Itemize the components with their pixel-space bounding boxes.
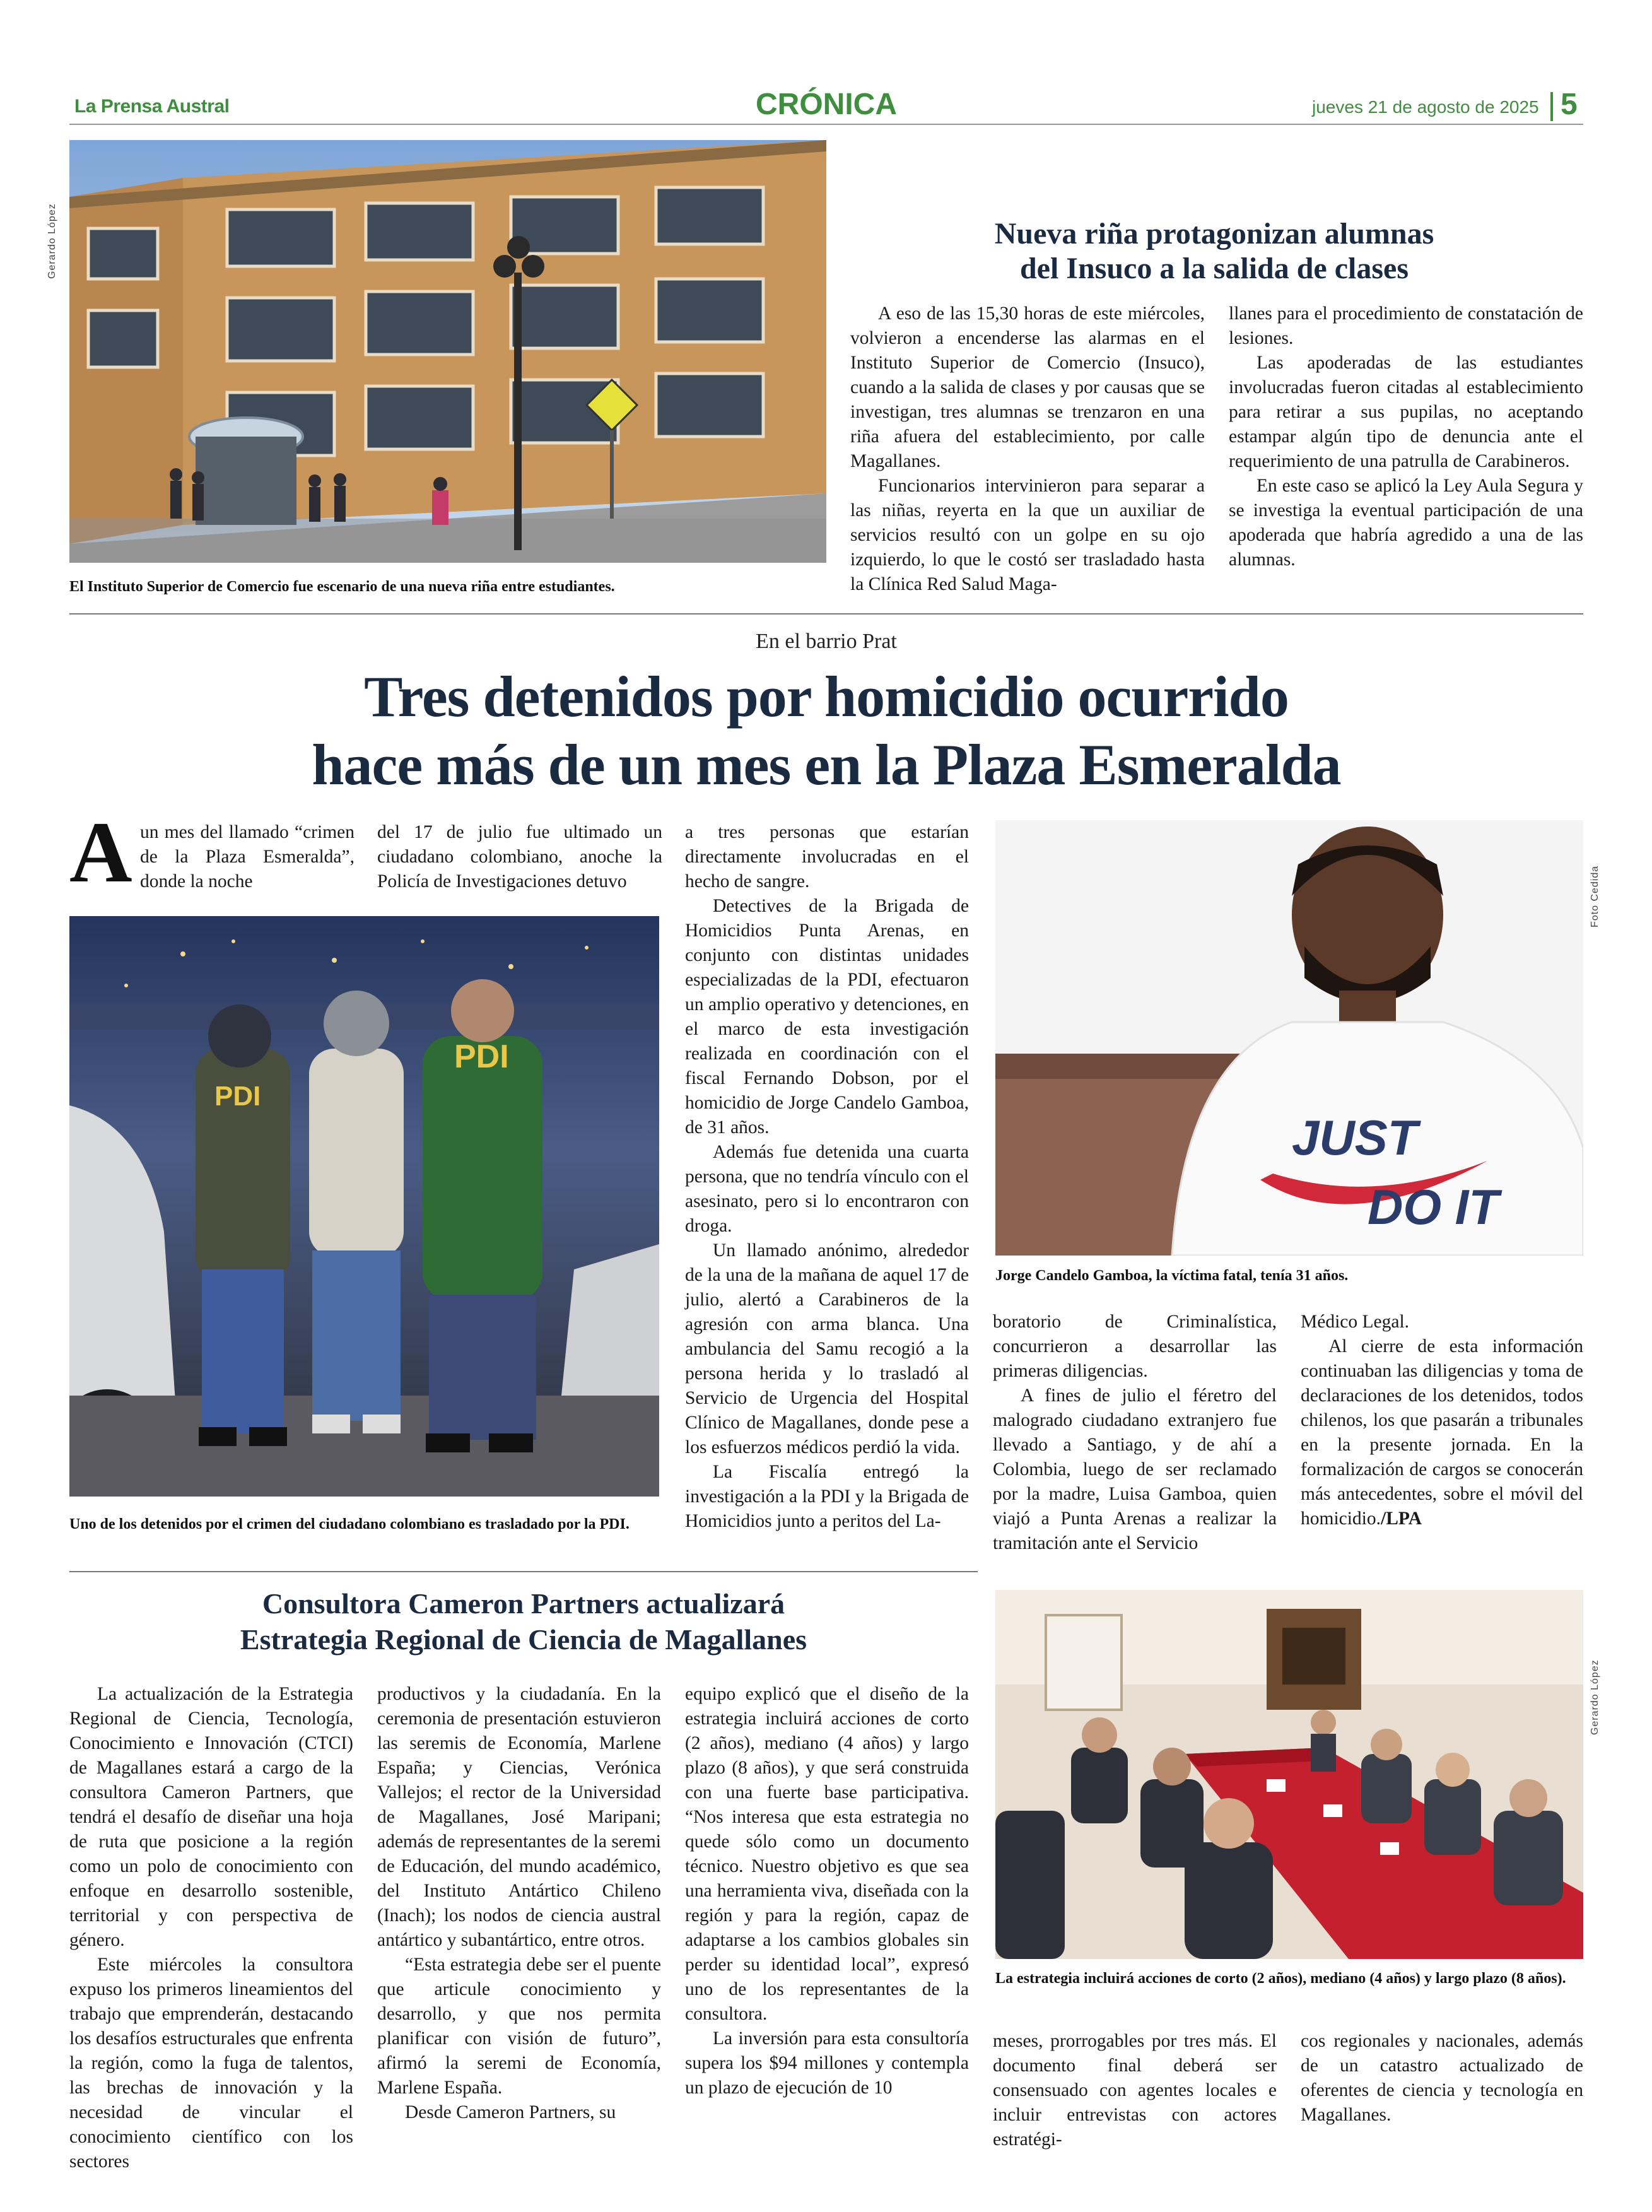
story3-paragraph: “Esta estrategia debe ser el puente que articule conocimiento y desarrollo, y que nos permita planificar con visión de futuro”, afirmó la seremi de Economía, Marlene España.	[377, 1955, 661, 2098]
section-title: CRÓNICA	[756, 88, 897, 121]
insuco-building-photo	[69, 140, 826, 563]
victim-portrait-photo	[995, 820, 1583, 1256]
story2-signoff: /LPA	[1381, 1509, 1422, 1529]
paper-name: La Prensa Austral	[74, 96, 230, 117]
story2-final-text: Al cierre de esta información continuaban las diligencias y toma de declaraciones de los detenidos, todos chilenos, los que pasarán a tribunales en la presente jornada. En la formalización de cargos se conocerán más antecedentes, sobre el móvil del homicidio.	[1301, 1336, 1583, 1529]
story2-paragraph: Detectives de la Brigada de Homicidios Punta Arenas, en conjunto con distintas unidades especializadas de la PDI, efectuaron un amplio operativo y detenciones, en el marco de esta investigación realizada en coordinación con el fiscal Fernando Dobson, por el homicidio de Jorge Candelo Gamboa, de 31 años.	[685, 896, 969, 1138]
section-divider-2	[69, 1571, 978, 1572]
section-divider	[69, 613, 1583, 615]
story2-intro-text: del 17 de julio fue ultimado un ciudadano colombiano, anoche la Policía de Investigaciones detuvo	[377, 822, 662, 891]
story3-paragraph: productivos y la ciudadanía. En la ceremonia de presentación estuvieron las seremis de Economía, Marlene España; y Ciencias, Verónica Vallejos; el rector de la Universidad de Magallanes, José Maripani; además de representantes de la seremi de Educación, del mundo académico, del Instituto Antártico Chileno (Inach); los nodos de ciencia austral antártico y subantártico, entre otros.	[377, 1684, 661, 1950]
story2-right-photo-credit: Foto Cedida	[1590, 865, 1600, 927]
story2-kicker: En el barrio Prat	[756, 630, 897, 653]
story3-title-line1: Consultora Cameron Partners actualizará	[262, 1587, 785, 1620]
story2-paragraph: Un llamado anónimo, alrededor de la una de la mañana de aquel 17 de julio, alertó a Carabineros de la agresión con arma blanca. Una ambulancia del Samu recogió a la persona herida y lo trasladó al Servicio de Urgencia del Hospital Clínico de Magallanes, donde pese a los esfuerzos médicos perdió la vida.	[685, 1240, 969, 1457]
story2-paragraph: A fines de julio el féretro del malogrado ciudadano extranjero fue llevado a Santiago, y de ahí a Colombia, luego de ser reclamado por la madre, Luisa Gamboa, quien viajó a Punta Arenas a realizar la tramitación ante el Servicio	[993, 1385, 1277, 1553]
story2-paragraph: Además fue detenida una cuarta persona, que no tendría vínculo con el asesinato, pero si lo encontraron con droga.	[685, 1142, 969, 1236]
story3-paragraph: cos regionales y nacionales, además de un catastro actualizado de oferentes de ciencia y tecnología en Magallanes.	[1301, 2031, 1583, 2125]
story3-photo-caption: La estrategia incluirá acciones de corto (2 años), mediano (4 años) y largo plazo (8 años).	[995, 1970, 1566, 1987]
story2-dropcap: A	[69, 804, 132, 900]
header-divider	[1550, 92, 1553, 121]
story1-photo-caption: El Instituto Superior de Comercio fue escenario de una nueva riña entre estudiantes.	[69, 579, 615, 595]
story2-intro-col1	[140, 820, 354, 894]
story2-column-3	[685, 820, 969, 1534]
story2-column-5	[1301, 1310, 1583, 1531]
story2-paragraph: Médico Legal.	[1301, 1312, 1410, 1332]
story3-paragraph: Este miércoles la consultora expuso los primeros lineamientos del trabajo que emprenderán, destacando los desafíos estructurales que enfrenta la región, como la fuga de talentos, las brechas de innovación y la necesidad de vincular el conocimiento científico con los sectores	[69, 1955, 353, 2172]
story1-paragraph: A eso de las 15,30 horas de este miércoles, volvieron a encenderse las alarmas en el Instituto Superior de Comercio (Insuco), cuando a la salida de clases y por causas que se investigan, tres alumnas se trenzaron en una riña afuera del establecimiento, por calle Magallanes.	[850, 303, 1205, 471]
story3-paragraph: equipo explicó que el diseño de la estrategia incluirá acciones de corto (2 años), mediano (4 años) y largo plazo (8 años), y que será construida con una fuerte base participativa. “Nos interesa que esta estrategia no quede sólo como un documento técnico. Nuestro objetivo es que sea una herramienta viva, diseñada con la región y para la región, capaz de adaptarse a los cambios globales sin perder su identidad local”, expresó uno de los representantes de la consultora.	[685, 1684, 969, 2024]
story1-paragraph: Funcionarios intervinieron para separar a las niñas, reyerta en la que un auxiliar de servicios resultó con un golpe en su ojo izquierdo, lo que le costó ser trasladado hasta la Clínica Red Salud Maga-	[850, 476, 1205, 594]
story2-intro-text: un mes del llamado “crimen de la Plaza Esmeralda”, donde la noche	[140, 822, 354, 891]
pdi-arrest-photo	[69, 916, 659, 1497]
story1-paragraph: En este caso se aplicó la Ley Aula Segura y se investiga la eventual participación de una apoderada que habría agredido a una de las alumnas.	[1229, 476, 1583, 570]
vest-label-left: PDI	[214, 1081, 261, 1112]
story2-headline-line2: hace más de un mes en la Plaza Esmeralda	[312, 732, 1341, 797]
shirt-slogan-line1: JUST	[1292, 1110, 1418, 1165]
story3-column-1	[69, 1682, 353, 2174]
story2-paragraph	[1301, 1334, 1583, 1531]
header-rule	[69, 124, 1583, 125]
story3-paragraph: Desde Cameron Partners, su	[405, 2102, 616, 2122]
page-number: 5	[1561, 88, 1578, 121]
story1-title-line1: Nueva riña protagonizan alumnas	[994, 217, 1434, 250]
story2-right-photo-caption: Jorge Candelo Gamboa, la víctima fatal, tenía 31 años.	[995, 1268, 1349, 1284]
story1-paragraph: Las apoderadas de las estudiantes involucradas fueron citadas al establecimiento para retirar a sus pupilas, no aceptando estampar algún tipo de denuncia ante el requerimiento de una patrulla de Carabineros.	[1229, 353, 1583, 471]
meeting-photo	[995, 1590, 1583, 1959]
story2-paragraph: a tres personas que estarían directamente involucradas en el hecho de sangre.	[685, 822, 969, 891]
story3-paragraph: La inversión para esta consultoría supera los $94 millones y contempla un plazo de ejecución de 10	[685, 2028, 969, 2098]
story1-paragraph: llanes para el procedimiento de constatación de lesiones.	[1229, 303, 1583, 348]
story3-column-5	[1301, 2029, 1583, 2127]
story1-column-1	[850, 302, 1205, 597]
issue-date: jueves 21 de agosto de 2025	[1312, 97, 1539, 117]
story3-title-line2: Estrategia Regional de Ciencia de Magallanes	[240, 1623, 807, 1656]
story3-column-4	[993, 2029, 1277, 2152]
story1-photo-credit: Gerardo López	[47, 203, 57, 279]
story3-paragraph: meses, prorrogables por tres más. El documento final deberá ser consensuado con agentes locales e incluir entrevistas con actores estratégi-	[993, 2031, 1277, 2150]
vest-label-right: PDI	[454, 1038, 509, 1075]
story3-column-2	[377, 1682, 661, 2125]
story2-headline-line1: Tres detenidos por homicidio ocurrido	[364, 664, 1289, 729]
story2-paragraph: boratorio de Criminalística, concurrieron a desarrollar las primeras diligencias.	[993, 1312, 1277, 1381]
story2-column-4	[993, 1310, 1277, 1556]
story2-intro-col2	[377, 820, 662, 894]
shirt-slogan-line2: DO IT	[1368, 1179, 1499, 1235]
story2-left-photo-caption: Uno de los detenidos por el crimen del ciudadano colombiano es trasladado por la PDI.	[69, 1516, 630, 1533]
story1-title-line2: del Insuco a la salida de clases	[1019, 252, 1409, 285]
story3-photo-credit: Gerardo López	[1590, 1659, 1600, 1735]
story2-paragraph: La Fiscalía entregó la investigación a la PDI y la Brigada de Homicidios junto a peritos del La-	[685, 1462, 969, 1531]
story3-column-3	[685, 1682, 969, 2100]
story3-paragraph: La actualización de la Estrategia Regional de Ciencia, Tecnología, Conocimiento e Innovación (CTCI) de Magallanes estará a cargo de la consultora Cameron Partners, que tendrá el desafío de diseñar una hoja de ruta que posicione a la región como un polo de conocimiento con enfoque en desarrollo sostenible, territorial y con perspectiva de género.	[69, 1684, 353, 1950]
story1-column-2	[1229, 302, 1583, 572]
